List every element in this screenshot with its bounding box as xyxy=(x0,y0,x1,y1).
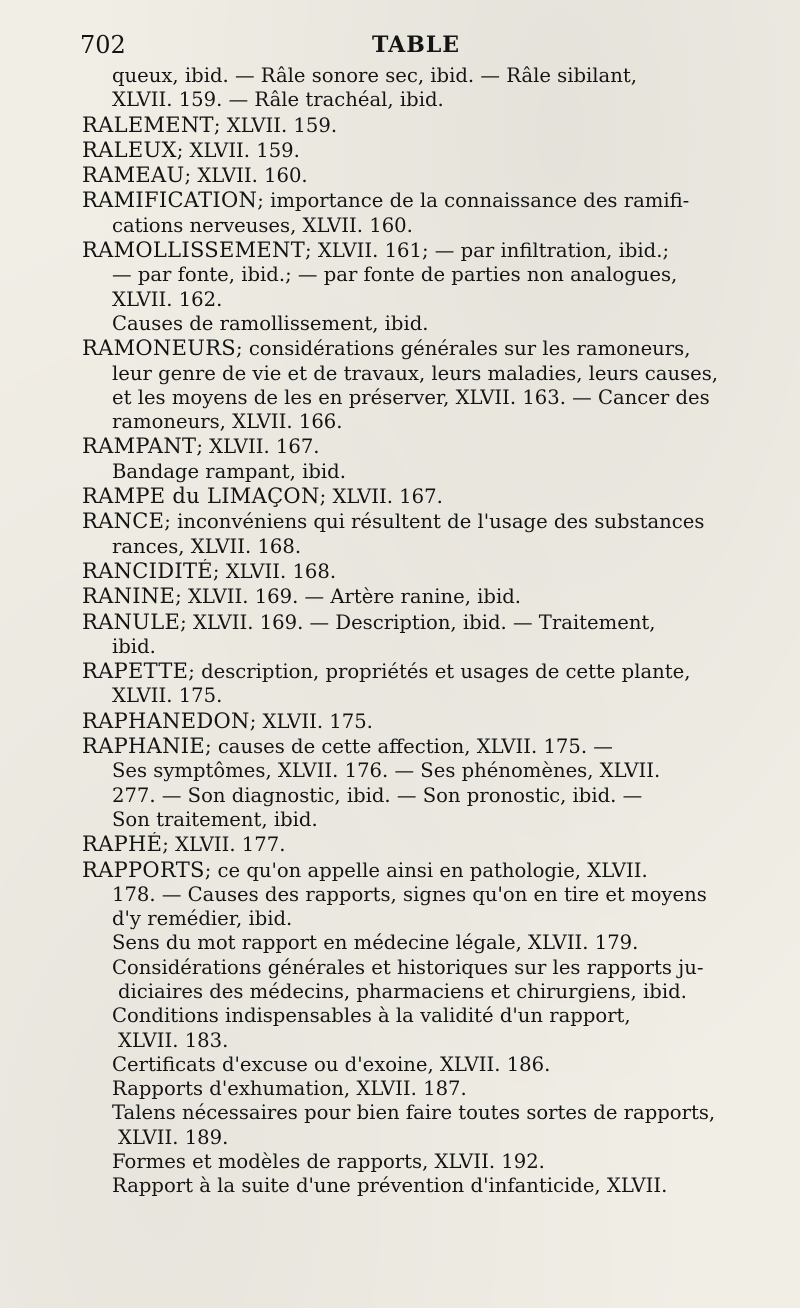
index-entry-line xyxy=(82,460,760,484)
index-text: ; XLVII. 167. xyxy=(196,435,320,459)
index-term: RAMEAU xyxy=(82,163,185,188)
index-text: Talens nécessaires pour bien faire toutes sortes de rapports, xyxy=(112,1101,716,1125)
index-entry-line xyxy=(82,1101,760,1125)
index-entry-line xyxy=(82,956,760,980)
index-text: ; XLVII. 167. xyxy=(319,485,443,509)
index-entry xyxy=(82,559,760,584)
index-entry-line xyxy=(82,1004,760,1028)
index-term: RANCE xyxy=(82,509,165,534)
index-entry-line xyxy=(82,684,760,708)
page-header xyxy=(82,30,760,64)
index-entry xyxy=(82,610,760,635)
index-text: leur genre de vie et de travaux, leurs maladies, leurs causes, xyxy=(112,361,719,385)
index-entry xyxy=(82,336,760,361)
index-entry-line xyxy=(82,312,760,336)
index-term: RAPHANEDON xyxy=(82,708,250,733)
index-term: RANCIDITÉ xyxy=(82,558,213,583)
index-text: 178. — Causes des rapports, signes qu'on en tire et moyens xyxy=(112,882,707,906)
index-term: RAPHANIE xyxy=(82,734,205,759)
index-term: RANINE xyxy=(82,584,176,609)
index-text: ramoneurs, XLVII. 166. xyxy=(112,410,343,434)
index-entry-line xyxy=(82,1150,760,1174)
index-text: Rapports d'exhumation, XLVII. 187. xyxy=(112,1077,467,1101)
index-entry-line xyxy=(82,759,760,783)
index-entry-line xyxy=(82,1053,760,1077)
index-text: Bandage rampant, ibid. xyxy=(112,459,346,483)
index-entry-line xyxy=(82,386,760,410)
index-term: RAPETTE xyxy=(82,659,189,684)
index-text: Son traitement, ibid. xyxy=(112,807,318,831)
index-entry-line xyxy=(82,808,760,832)
index-text: cations nerveuses, XLVII. 160. xyxy=(112,213,413,237)
index-text: ; XLVII. 169. — Artère ranine, ibid. xyxy=(175,585,522,609)
index-text: diciaires des médecins, pharmaciens et chirurgiens, ibid. xyxy=(118,979,687,1003)
index-text: et les moyens de les en préserver, XLVII. 163. — Cancer des xyxy=(112,385,710,409)
index-entry-line xyxy=(82,410,760,434)
index-text: Conditions indispensables à la validité d'un rapport, xyxy=(112,1004,631,1028)
index-term: RAMOLLISSEMENT xyxy=(82,238,306,263)
index-entry-line xyxy=(82,1077,760,1101)
index-text: ; XLVII. 177. xyxy=(162,833,286,857)
index-text: ; ce qu'on appelle ainsi en pathologie, XLVII. xyxy=(204,858,648,882)
index-term: RAMIFICATION xyxy=(82,188,258,213)
index-entry-line xyxy=(82,535,760,559)
index-entry xyxy=(82,434,760,459)
index-term: RAMPANT xyxy=(82,434,197,459)
index-term: RAPPORTS xyxy=(82,857,205,882)
index-term: RAPHÉ xyxy=(82,832,163,857)
index-text: Formes et modèles de rapports, XLVII. 192. xyxy=(112,1150,545,1174)
index-entry xyxy=(82,238,760,263)
index-entry xyxy=(82,832,760,857)
index-entry xyxy=(82,734,760,759)
index-text: Causes de ramollissement, ibid. xyxy=(112,311,429,335)
index-entry-line xyxy=(82,784,760,808)
index-entry xyxy=(82,113,760,138)
index-text: ; causes de cette affection, XLVII. 175. — xyxy=(205,735,613,759)
index-text: XLVII. 162. xyxy=(112,287,223,311)
index-term: RALEMENT xyxy=(82,112,214,137)
index-entry-line xyxy=(82,980,760,1004)
index-text: ibid. xyxy=(112,634,156,658)
index-entry xyxy=(82,709,760,734)
index-text: ; XLVII. 159. xyxy=(176,138,300,162)
index-text: ; XLVII. 168. xyxy=(212,559,337,583)
index-text: queux, ibid. — Râle sonore sec, ibid. — Râle sibilant, xyxy=(112,64,637,87)
index-entry-line xyxy=(82,64,760,88)
index-entry-line xyxy=(82,1174,760,1198)
index-term: RALEUX xyxy=(82,137,177,162)
index-text: Considérations générales et historiques sur les rapports ju- xyxy=(112,955,704,979)
index-entry xyxy=(82,584,760,609)
index-entry xyxy=(82,858,760,883)
index-entry-line xyxy=(82,907,760,931)
index-entry-line xyxy=(82,214,760,238)
index-text: Sens du mot rapport en médecine légale, XLVII. 179. xyxy=(112,931,639,955)
index-entries xyxy=(82,64,760,1199)
index-text: d'y remédier, ibid. xyxy=(112,907,293,931)
index-text: — par fonte, ibid.; — par fonte de parties non analogues, xyxy=(112,263,678,287)
index-term: RANULE xyxy=(82,609,181,634)
index-entry xyxy=(82,188,760,213)
index-term: RAMPE du LIMAÇON xyxy=(82,484,320,509)
index-entry-line xyxy=(82,288,760,312)
index-text: ; XLVII. 159. xyxy=(213,113,338,137)
index-text: XLVII. 183. xyxy=(118,1028,229,1052)
index-text: ; importance de la connaissance des ramifi- xyxy=(257,189,690,213)
index-term: RAMONEURS xyxy=(82,336,236,361)
index-text: 277. — Son diagnostic, ibid. — Son pronostic, ibid. — xyxy=(112,783,643,807)
index-entry xyxy=(82,484,760,509)
index-entry xyxy=(82,163,760,188)
index-entry-line xyxy=(82,1126,760,1150)
index-text: ; XLVII. 175. xyxy=(249,709,373,733)
index-text: Ses symptômes, XLVII. 176. — Ses phénomènes, XLVII. xyxy=(112,759,661,783)
index-text: ; XLVII. 160. xyxy=(184,164,308,188)
index-text: ; XLVII. 169. — Description, ibid. — Traitement, xyxy=(180,610,656,634)
index-text: Rapport à la suite d'une prévention d'infanticide, XLVII. xyxy=(112,1174,668,1198)
index-text: Certificats d'excuse ou d'exoine, XLVII. 186. xyxy=(112,1052,551,1076)
index-text: rances, XLVII. 168. xyxy=(112,534,302,558)
page-number: 702 xyxy=(80,31,126,59)
index-entry xyxy=(82,659,760,684)
index-text: ; considérations générales sur les ramoneurs, xyxy=(236,337,691,361)
index-entry-line xyxy=(82,88,760,112)
index-text: XLVII. 189. xyxy=(118,1125,229,1149)
index-entry-line xyxy=(82,362,760,386)
index-entry-line xyxy=(82,1029,760,1053)
running-title: TABLE xyxy=(372,32,461,58)
index-entry xyxy=(82,138,760,163)
index-entry-line xyxy=(82,263,760,287)
index-text: ; description, propriétés et usages de cette plante, xyxy=(188,660,691,684)
index-text: ; inconvéniens qui résultent de l'usage des substances xyxy=(164,510,705,534)
index-entry-line xyxy=(82,635,760,659)
index-entry xyxy=(82,509,760,534)
index-text: XLVII. 159. — Râle trachéal, ibid. xyxy=(112,88,444,112)
index-entry-line xyxy=(82,883,760,907)
index-text: XLVII. 175. xyxy=(112,684,223,708)
index-text: ; XLVII. 161; — par infiltration, ibid.; xyxy=(305,239,670,263)
index-entry-line xyxy=(82,931,760,955)
